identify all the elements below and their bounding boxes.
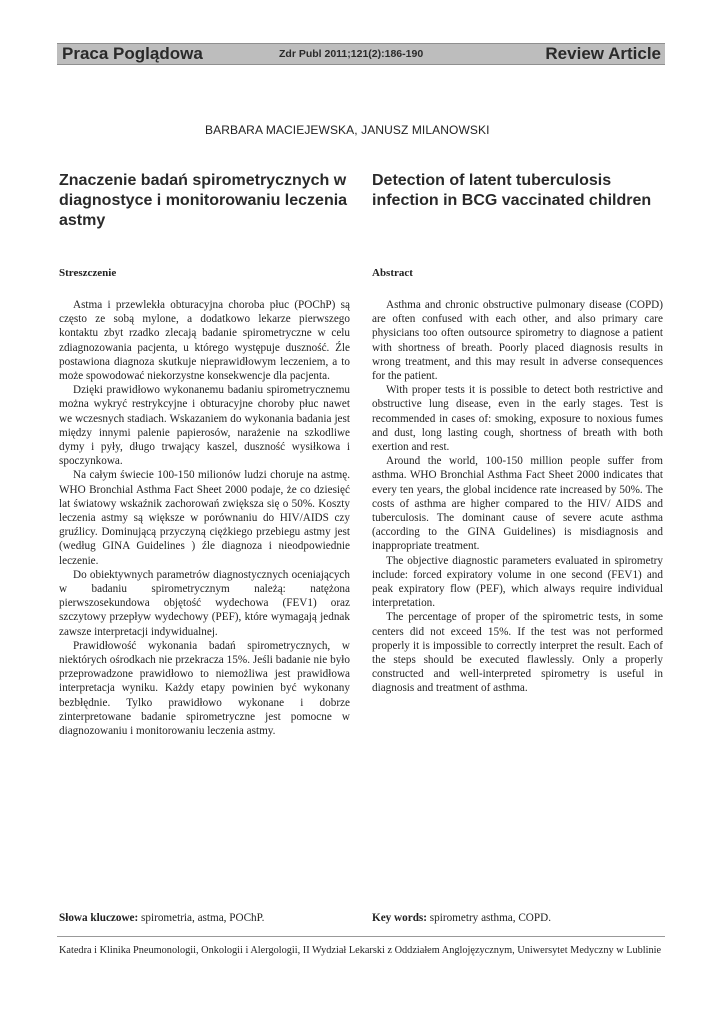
section-heading-streszczenie: Streszczenie [59, 267, 117, 279]
abstract-english [372, 298, 663, 696]
keywords-polish-label: Słowa kluczowe: [59, 912, 139, 924]
footer-divider [57, 936, 665, 937]
abstract-polish-paragraph: Do obiektywnych parametrów diagnostycznych oceniających w badaniu spirometrycznym należą: natężona pierwszosekundowa objętość wydechowa (FEV1) oraz szczytowy przepływ wydechowy (PEF), które wymagają jednak zawsze interpretacji indywidualnej. [59, 568, 350, 638]
abstract-english-paragraph: Asthma and chronic obstructive pulmonary disease (COPD) are often confused with each other, and also primary care physicians too often outsource spirometry to diagnose a patient with shortness of breath. Poorly placed diagnosis results in wrong treatment, and this may result in adverse consequences for the patient. [372, 299, 663, 383]
journal-citation: Zdr Publ 2011;121(2):186-190 [279, 48, 424, 60]
article-type-polish: Praca Poglądowa [62, 44, 203, 63]
section-heading-abstract: Abstract [372, 267, 413, 279]
title-polish: Znaczenie badań spirometrycznych w diagnostyce i monitorowaniu leczenia astmy [59, 172, 348, 229]
abstract-polish [59, 298, 350, 738]
abstract-english-paragraph: With proper tests it is possible to detect both restrictive and obstructive lung disease, even in the early stages. Test is recommended in cases of: smoking, exposure to noxious fumes and dust, long lasting cough, shortness of breath with both exertion and rest. [372, 384, 663, 454]
journal-header-bar [57, 43, 665, 65]
abstract-english-paragraph: Around the world, 100-150 million people suffer from asthma. WHO Bronchial Asthma Fact Sheet 2000 indicates that every ten years, the global incidence rate increased by 50%. The costs of asthma are higher compared to the HIV/ AIDS and tuberculosis. The dominant cause of severe acute asthma (according to the GINA Guidelines) is misdiagnosis and inappropriate treatment. [372, 455, 663, 553]
article-type-english: Review Article [545, 44, 661, 63]
author-affiliation: Katedra i Klinika Pneumonologii, Onkologii i Alergologii, II Wydział Lekarski z Oddziałem Anglojęzycznym, Uniwersytet Medyczny w Lublinie [59, 945, 662, 956]
abstract-english-paragraph: The percentage of proper of the spirometric tests, in some centers did not exceed 15%. If the test was not performed properly it is impossible to correctly interpret the result. Each of the steps should be executed flawlessly. Only a properly constructed and well-interpreted spirometry is useful in diagnosis and treatment of asthma. [372, 611, 663, 695]
keywords-english-values: spirometry asthma, COPD. [429, 912, 551, 924]
keywords-polish-values: spirometria, astma, POChP. [141, 912, 265, 924]
keywords-english [372, 912, 551, 924]
keywords-polish [59, 912, 264, 924]
abstract-polish-paragraph: Astma i przewlekła obturacyjna choroba płuc (POChP) są często ze sobą mylone, a dodatkowo lekarze pierwszego kontaktu zbyt rzadko zlecają badanie spirometryczne w celu zdiagnozowania pacjenta, u którego występuje duszność. Źle postawiona diagnoza skutkuje nieprawidłowym leczeniem, a to może spowodować niekorzystne konsekwencje dla pacjenta. [59, 299, 350, 383]
abstract-polish-paragraph: Na całym świecie 100-150 milionów ludzi choruje na astmę. WHO Bronchial Asthma Fact Sheet 2000 podaje, że co dziesięć lat światowy wskaźnik zachorowań zwiększa się o 50%. Koszty leczenia astmy są większe w porównaniu do HIV/AIDS czy gruźlicy. Dominującą przyczyną ciężkiego przebiegu astmy jest (według GINA Guidelines ) źle diagnoza i nieodpowiednie leczenie. [59, 469, 350, 567]
title-english: Detection of latent tuberculosis infection in BCG vaccinated children [372, 172, 652, 209]
keywords-english-label: Key words: [372, 912, 427, 924]
authors: BARBARA MACIEJEWSKA, JANUSZ MILANOWSKI [205, 123, 490, 137]
abstract-polish-paragraph: Dzięki prawidłowo wykonanemu badaniu spirometrycznemu można wykryć restrykcyjne i obturacyjne choroby płuc nawet we wczesnych stadiach. Wskazaniem do wykonania badania jest między innymi palenie papierosów, narażenie na szkodliwe dymy i pyły, długo trwający kaszel, duszność wysiłkowa i spoczynkowa. [59, 384, 350, 468]
abstract-english-paragraph: The objective diagnostic parameters evaluated in spirometry include: forced expiratory volume in one second (FEV1) and peak expiratory flow (PEF), which always require individual interpretation. [372, 554, 663, 610]
abstract-polish-paragraph: Prawidłowość wykonania badań spirometrycznych, w niektórych ośrodkach nie przekracza 15%. Jeśli badanie nie było przeprowadzone prawidłowo to niemożliwa jest prawidłowa interpretacja wyniku. Każdy etapy powinien być wykonany bezbłędnie. Tylko prawidłowo wykonane i dobrze zinterpretowane badanie spirometryczne jest pomocne w diagnozowaniu i monitorowaniu leczenia astmy. [59, 639, 350, 738]
